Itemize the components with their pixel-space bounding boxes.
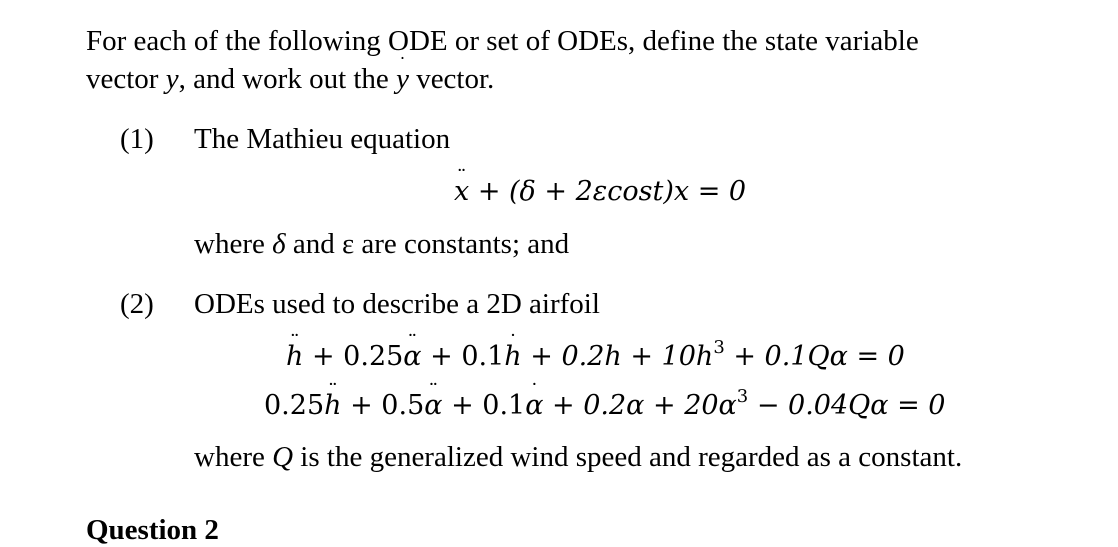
next-question-heading-cutoff: Question 2 (86, 514, 219, 546)
equation-text: + (δ + 2εcost)x = 0 (469, 176, 747, 207)
equation-text: − 0.04Qα = 0 (748, 390, 946, 421)
exponent: 3 (736, 386, 749, 407)
item-title-2: ODEs used to describe a 2D airfoil (194, 288, 600, 320)
symbol-epsilon: ε (341, 228, 355, 260)
equation-text: 0.25 (264, 390, 325, 421)
symbol-delta: δ (272, 228, 286, 260)
where-text: where (194, 228, 273, 260)
equation-text: + 0.25 (303, 341, 404, 372)
item-where-1 (194, 227, 569, 261)
item-title-1: The Mathieu equation (194, 123, 451, 155)
symbol-alpha-dot: α ˙ (525, 389, 543, 423)
mathieu-equation (454, 175, 746, 209)
intro-text: vector. (408, 63, 495, 95)
intro-text: vector (86, 63, 166, 95)
symbol-Q: Q (272, 441, 294, 473)
symbol-h-ddot: h ¨ (286, 340, 303, 374)
item-number-2: (2) (120, 288, 154, 320)
item-where-2 (194, 440, 962, 474)
where-text: is the generalized wind speed and regarded as a constant. (293, 441, 963, 473)
exponent: 3 (713, 337, 725, 358)
equation-text: + 0.2α + 20α (543, 390, 737, 421)
airfoil-equation-1 (286, 337, 905, 374)
symbol-h-dot: h ˙ (504, 340, 521, 374)
equation-text: + 0.1Qα = 0 (724, 341, 905, 372)
equation-text: + 0.2h + 10h (521, 341, 714, 372)
equation-text: + 0.5 (341, 390, 425, 421)
where-text: where (194, 441, 273, 473)
symbol-y: y (165, 63, 179, 95)
equation-text: + 0.1 (442, 390, 526, 421)
intro-line-1: For each of the following ODE or set of ODEs, define the state variable (86, 25, 919, 57)
symbol-y-dot: y ˙ (396, 62, 409, 96)
intro-text: , and work out the (178, 63, 397, 95)
where-text: and (285, 228, 342, 260)
where-text: are constants; and (354, 228, 570, 260)
symbol-alpha-ddot: α ¨ (424, 389, 442, 423)
intro-line-2 (86, 62, 494, 96)
item-number-1: (1) (120, 123, 154, 155)
symbol-h-ddot: h ¨ (324, 389, 341, 423)
airfoil-equation-2 (264, 386, 946, 423)
equation-text: + 0.1 (421, 341, 505, 372)
symbol-x-ddot: x ¨ (454, 175, 469, 209)
symbol-alpha-ddot: α ¨ (403, 340, 421, 374)
